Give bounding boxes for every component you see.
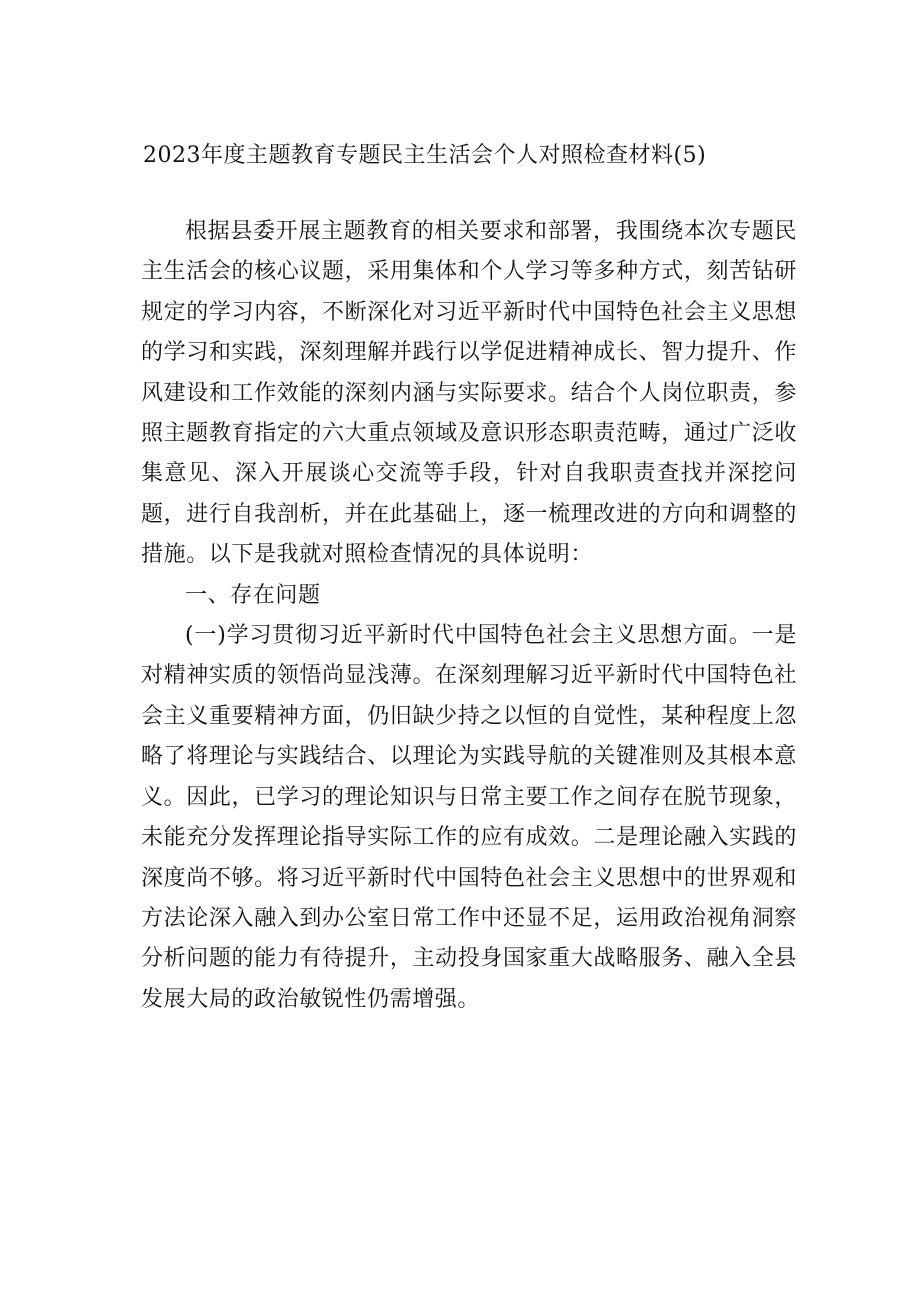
section-heading: 一、存在问题 — [185, 582, 321, 608]
intro-paragraph: 根据县委开展主题教育的相关要求和部署，我围绕本次专题民主生活会的核心议题，采用集体和个人学习等多种方式，刻苦钻研规定的学习内容，不断深化对习近平新时代中国特色社会主义思想的学习和实践，深刻理解并践行以学促进精神成长、智力提升、作风建设和工作效能的深刻内涵与实际要求。结合个人岗位职责，参照主题教育指定的六大重点领域及意识形态职责范畴，通过广泛收集意见、深入开展谈心交流等手段，针对自我职责查找并深挖问题，进行自我剖析，并在此基础上，逐一梳理改进的方向和调整的措施。以下是我就对照检查情况的具体说明： — [141, 219, 797, 568]
problem-paragraph: (一)学习贯彻习近平新时代中国特色社会主义思想方面。一是对精神实质的领悟尚显浅薄。在深刻理解习近平新时代中国特色社会主义重要精神方面，仍旧缺少持之以恒的自觉性，某种程度上忽略了将理论与实践结合、以理论为实践导航的关键准则及其根本意义。因此，已学习的理论知识与日常主要工作之间存在脱节现象，未能充分发挥理论指导实际工作的应有成效。二是理论融入实践的深度尚不够。将习近平新时代中国特色社会主义思想中的世界观和方法论深入融入到办公室日常工作中还显不足，运用政治视角洞察分析问题的能力有待提升，主动投身国家重大战略服务、融入全县发展大局的政治敏锐性仍需增强。 — [141, 623, 797, 1012]
document-body — [141, 212, 797, 1020]
document-title: 2023年度主题教育专题民主生活会个人对照检查材料(5) — [143, 143, 707, 168]
